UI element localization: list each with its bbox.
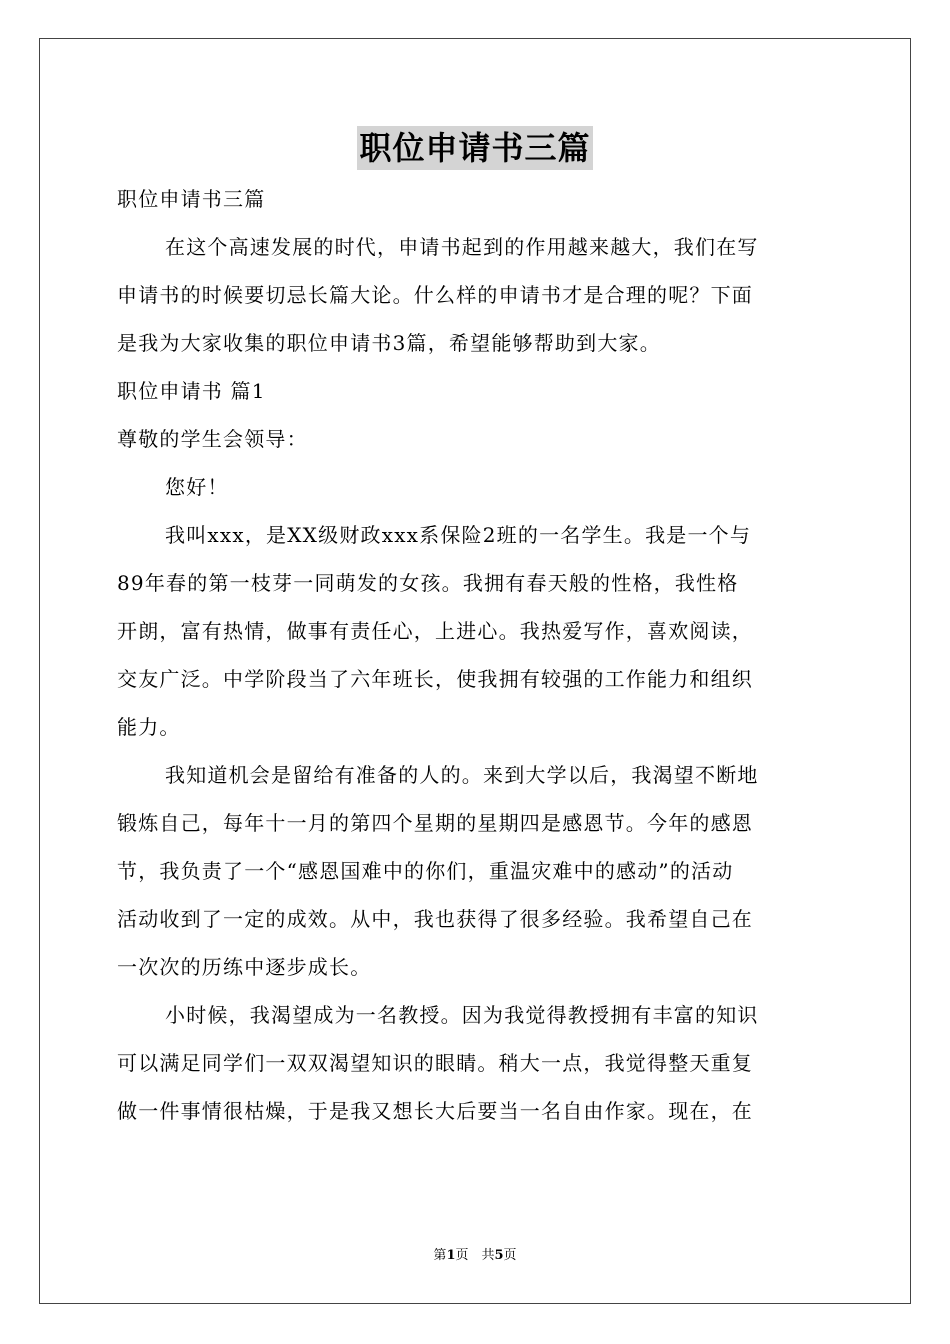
page-footer: [0, 1246, 950, 1266]
text-line: 您好！: [165, 475, 229, 499]
text-line: 我叫xxx，是XX级财政xxx系保险2班的一名学生。我是一个与: [165, 523, 752, 547]
text-line: 节，我负责了一个“感恩国难中的你们，重温灾难中的感动”的活动: [117, 859, 734, 883]
text-line: 做一件事情很枯燥，于是我又想长大后要当一名自由作家。现在，在: [117, 1099, 753, 1123]
text-line: 可以满足同学们一双双渴望知识的眼睛。稍大一点，我觉得整天重复: [117, 1051, 753, 1075]
text-line: 锻炼自己，每年十一月的第四个星期的星期四是感恩节。今年的感恩: [117, 811, 753, 835]
text-line: 申请书的时候要切忌长篇大论。什么样的申请书才是合理的呢？下面: [117, 283, 753, 307]
footer-page-suffix: 页: [503, 1248, 517, 1263]
text-line: 89年春的第一枝芽一同萌发的女孩。我拥有春天般的性格，我性格: [117, 571, 739, 595]
document-body: [117, 175, 837, 1135]
text-line: 职位申请书 篇1: [117, 379, 266, 403]
text-line: 活动收到了一定的成效。从中，我也获得了很多经验。我希望自己在: [117, 907, 753, 931]
text-line: 一次次的历练中逐步成长。: [117, 955, 372, 979]
footer-current-page: 1: [446, 1248, 456, 1263]
title-container: [0, 126, 950, 170]
text-line: 小时候，我渴望成为一名教授。因为我觉得教授拥有丰富的知识: [165, 1003, 759, 1027]
text-line: 是我为大家收集的职位申请书3篇，希望能够帮助到大家。: [117, 331, 661, 355]
text-line: 能力。: [117, 715, 181, 739]
text-line: 我知道机会是留给有准备的人的。来到大学以后，我渴望不断地: [165, 763, 759, 787]
footer-total-pages: 5: [494, 1248, 504, 1263]
document-title: 职位申请书三篇: [357, 126, 592, 170]
text-line: 在这个高速发展的时代，申请书起到的作用越来越大，我们在写: [165, 235, 759, 259]
text-line: 交友广泛。中学阶段当了六年班长，使我拥有较强的工作能力和组织: [117, 667, 753, 691]
footer-page-prefix: 第: [433, 1248, 447, 1263]
text-line: 尊敬的学生会领导：: [117, 427, 308, 451]
text-line: 职位申请书三篇: [117, 187, 266, 211]
text-line: 开朗，富有热情，做事有责任心，上进心。我热爱写作，喜欢阅读，: [117, 619, 753, 643]
footer-page-mid: 页 共: [455, 1248, 495, 1263]
